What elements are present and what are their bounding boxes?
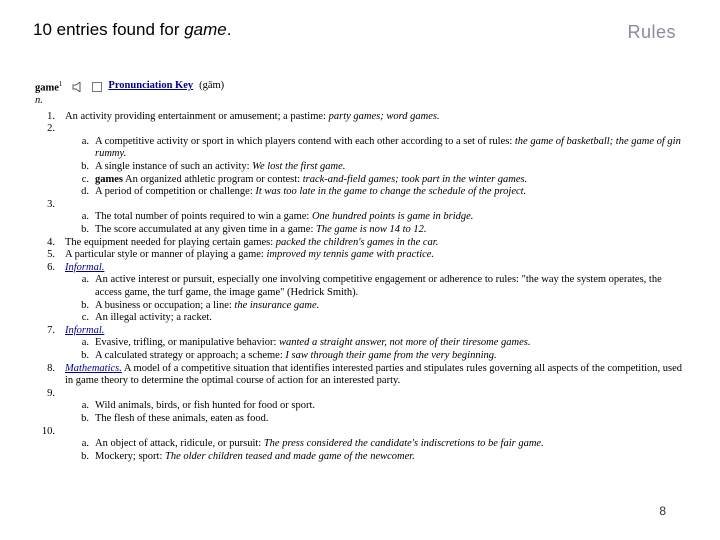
subsense-letter: b.	[81, 224, 89, 236]
subsense-item	[35, 161, 685, 174]
subsense-letter: c.	[81, 173, 89, 185]
search-results-heading	[33, 20, 231, 40]
speaker-icon[interactable]	[72, 82, 84, 92]
subsense-letter: b.	[81, 299, 89, 311]
sense-item	[35, 249, 685, 262]
subsense-letter: c.	[81, 312, 89, 324]
definition-text: The score accumulated at any given time in a game:	[95, 224, 316, 236]
definition-text: An organized athletic program or contest:	[123, 173, 303, 185]
example-text: party games; word games.	[328, 110, 440, 122]
example-text: wanted a straight answer, not more of their tiresome games.	[279, 337, 531, 349]
subsense-item	[35, 224, 685, 237]
definition-text: The flesh of these animals, eaten as food.	[95, 412, 269, 424]
example-text: We lost the first game.	[252, 161, 346, 173]
dictionary-entry	[35, 78, 685, 463]
example-text: track-and-field games; took part in the winter games.	[302, 173, 528, 185]
definition-text: A particular style or manner of playing a game:	[65, 249, 267, 261]
definition-text: A model of a competitive situation that identifies interested parties and stipulates rules governing all aspects of the competition, used in game theory to determine the optimal course of action for an interested party.	[65, 362, 683, 387]
definition-text: An illegal activity; a racket.	[95, 312, 212, 324]
sense-item	[35, 237, 685, 250]
definition-text: A business or occupation; a line:	[95, 299, 235, 311]
usage-label-link[interactable]: Informal.	[65, 261, 105, 273]
headword-text: game	[35, 82, 59, 94]
subsense-item	[35, 350, 685, 363]
example-text: The older children teased and made game of the newcomer.	[165, 450, 415, 462]
results-count-text: 10 entries found for	[33, 20, 185, 39]
definition-text: The equipment needed for playing certain games:	[65, 236, 276, 248]
search-term: game	[184, 20, 227, 39]
pronunciation: (gām)	[199, 80, 225, 92]
subsense-item	[35, 438, 685, 451]
sense-number: 8.	[47, 362, 55, 374]
sense-number: 6.	[47, 261, 55, 273]
headword	[35, 78, 62, 95]
example-text: the game of basketball; the game of gin rummy.	[95, 135, 681, 160]
usage-label-link[interactable]: Informal.	[65, 324, 105, 336]
example-text: the insurance game.	[234, 299, 320, 311]
image-placeholder-icon	[92, 82, 102, 92]
subsense-item	[35, 186, 685, 199]
example-text: improved my tennis game with practice.	[266, 249, 435, 261]
subsense-item	[35, 451, 685, 464]
sense-item	[35, 199, 685, 212]
homograph-number: 1	[58, 80, 63, 88]
subsense-letter: b.	[81, 161, 89, 173]
sense-number: 9.	[47, 387, 55, 399]
definition-text: An activity providing entertainment or amusement; a pastime:	[65, 110, 329, 122]
subsense-letter: a.	[81, 400, 89, 412]
subsense-item	[35, 174, 685, 187]
subsense-letter: a.	[81, 135, 89, 147]
subsense-item	[35, 211, 685, 224]
definition-text: An active interest or pursuit, especially one involving competitive engagement or adherence to rules: "the way the system operates, the access game, the turf game, the image game" (Hedrick Smith).	[95, 274, 662, 298]
example-text: The press considered the candidate's indiscretions to be fair game.	[263, 438, 544, 450]
subsense-letter: b.	[81, 412, 89, 424]
definition-text: A calculated strategy or approach; a scheme:	[95, 349, 286, 361]
sense-item	[35, 325, 685, 338]
sense-item	[35, 388, 685, 401]
subsense-item	[35, 413, 685, 426]
subsense-item	[35, 136, 685, 161]
heading-period: .	[226, 20, 232, 39]
subsense-letter: b.	[81, 450, 89, 462]
slide-title: Rules	[627, 22, 676, 42]
example-text: I saw through their game from the very beginning.	[285, 349, 497, 361]
subsense-item	[35, 337, 685, 350]
sense-item	[35, 111, 685, 124]
subsense-item	[35, 312, 685, 325]
sense-item	[35, 363, 685, 388]
usage-label-link[interactable]: Mathematics.	[65, 362, 122, 374]
subsense-letter: a.	[81, 438, 89, 450]
sense-number: 2.	[47, 123, 55, 135]
definition-text: A period of competition or challenge:	[95, 186, 256, 198]
subsense-letter: a.	[81, 274, 89, 286]
sense-number: 10.	[41, 425, 55, 437]
definition-text: Mockery; sport:	[95, 450, 165, 462]
definition-text: Evasive, trifling, or manipulative behavior:	[95, 337, 279, 349]
definition-text: games	[95, 173, 123, 185]
page-number: 8	[659, 504, 666, 518]
pronunciation-key-link[interactable]: Pronunciation Key	[108, 80, 194, 92]
sense-number: 7.	[47, 324, 55, 336]
definition-text: An object of attack, ridicule, or pursuit:	[95, 438, 264, 450]
example-text: packed the children's games in the car.	[275, 236, 439, 248]
sense-item	[35, 262, 685, 275]
definition-text: A single instance of such an activity:	[95, 161, 253, 173]
part-of-speech: n.	[35, 95, 43, 107]
sense-item	[35, 426, 685, 439]
example-text: It was too late in the game to change the schedule of the project.	[255, 186, 527, 198]
sense-number: 1.	[47, 110, 55, 122]
subsense-letter: d.	[81, 186, 89, 198]
definition-text: The total number of points required to win a game:	[95, 211, 312, 223]
definition-text: Wild animals, birds, or fish hunted for food or sport.	[95, 400, 316, 412]
subsense-item	[35, 400, 685, 413]
senses-list	[35, 111, 685, 464]
sense-number: 3.	[47, 198, 55, 210]
subsense-letter: a.	[81, 337, 89, 349]
example-text: One hundred points is game in bridge.	[311, 211, 474, 223]
headword-line	[35, 78, 685, 95]
subsense-letter: a.	[81, 211, 89, 223]
sense-number: 5.	[47, 249, 55, 261]
sense-item	[35, 123, 685, 136]
subsense-letter: b.	[81, 349, 89, 361]
sense-number: 4.	[47, 236, 55, 248]
definition-text: A competitive activity or sport in which players contend with each other according to a set of rules:	[95, 135, 515, 147]
subsense-item	[35, 300, 685, 313]
example-text: The game is now 14 to 12.	[316, 224, 427, 236]
subsense-item	[35, 274, 685, 299]
